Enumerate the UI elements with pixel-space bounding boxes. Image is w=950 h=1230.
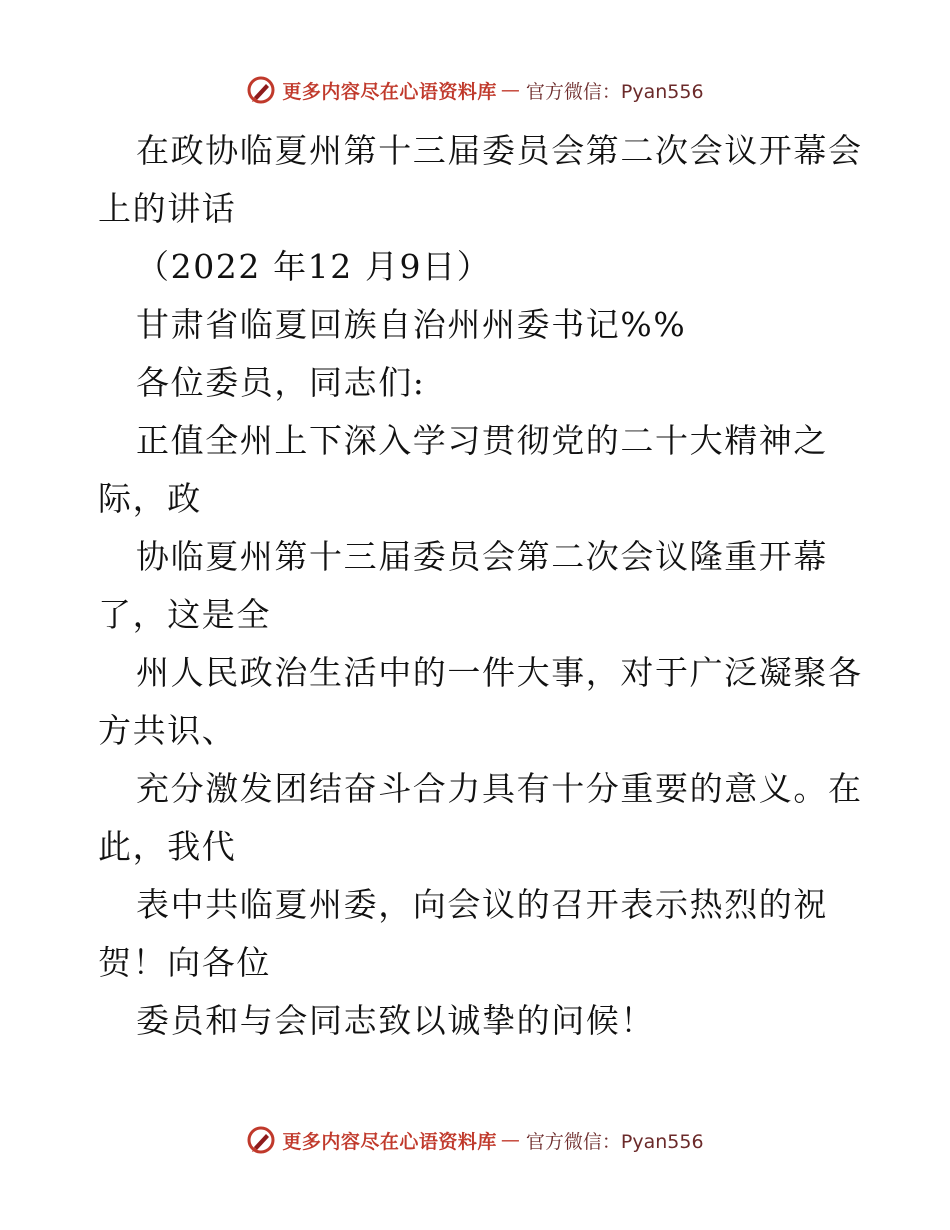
text-line-15: 贺！向各位 — [98, 943, 271, 982]
watermark-wechat-text: 官方微信：Pyan556 — [525, 1130, 704, 1153]
text-line-8: 协临夏州第十三届委员会第二次会议隆重开幕 — [136, 537, 828, 576]
text-line-6: 正值全州上下深入学习贯彻党的二十大精神之 — [136, 421, 828, 460]
watermark-wechat-text: 官方微信：Pyan556 — [525, 80, 704, 103]
text-line-3: （2022 年12 月9日） — [136, 247, 492, 286]
watermark-separator: — — [500, 1129, 520, 1151]
watermark-site-text: 更多内容尽在心语资料库 — [282, 1130, 497, 1153]
pen-logo-icon — [246, 1125, 276, 1155]
text-line-9: 了，这是全 — [98, 595, 271, 634]
pen-logo-icon — [246, 75, 276, 105]
text-line-5: 各位委员，同志们: — [136, 363, 426, 402]
document-body — [98, 122, 863, 1050]
text-line-2: 上的讲话 — [98, 189, 237, 228]
text-line-12: 充分激发团结奋斗合力具有十分重要的意义。在 — [136, 769, 863, 808]
text-line-10: 州人民政治生活中的一件大事，对于广泛凝聚各 — [136, 653, 863, 692]
text-line-11: 方共识、 — [98, 711, 237, 750]
text-line-16: 委员和与会同志致以诚挚的问候！ — [136, 1001, 655, 1040]
text-line-13: 此，我代 — [98, 827, 237, 866]
header-watermark — [0, 70, 950, 110]
text-line-1: 在政协临夏州第十三届委员会第二次会议开幕会 — [136, 131, 863, 170]
footer-watermark — [0, 1120, 950, 1160]
text-line-14: 表中共临夏州委，向会议的召开表示热烈的祝 — [136, 885, 828, 924]
text-line-4: 甘肃省临夏回族自治州州委书记%% — [136, 305, 687, 344]
text-line-7: 际，政 — [98, 479, 202, 518]
watermark-site-text: 更多内容尽在心语资料库 — [282, 80, 497, 103]
watermark-separator: — — [500, 79, 520, 101]
